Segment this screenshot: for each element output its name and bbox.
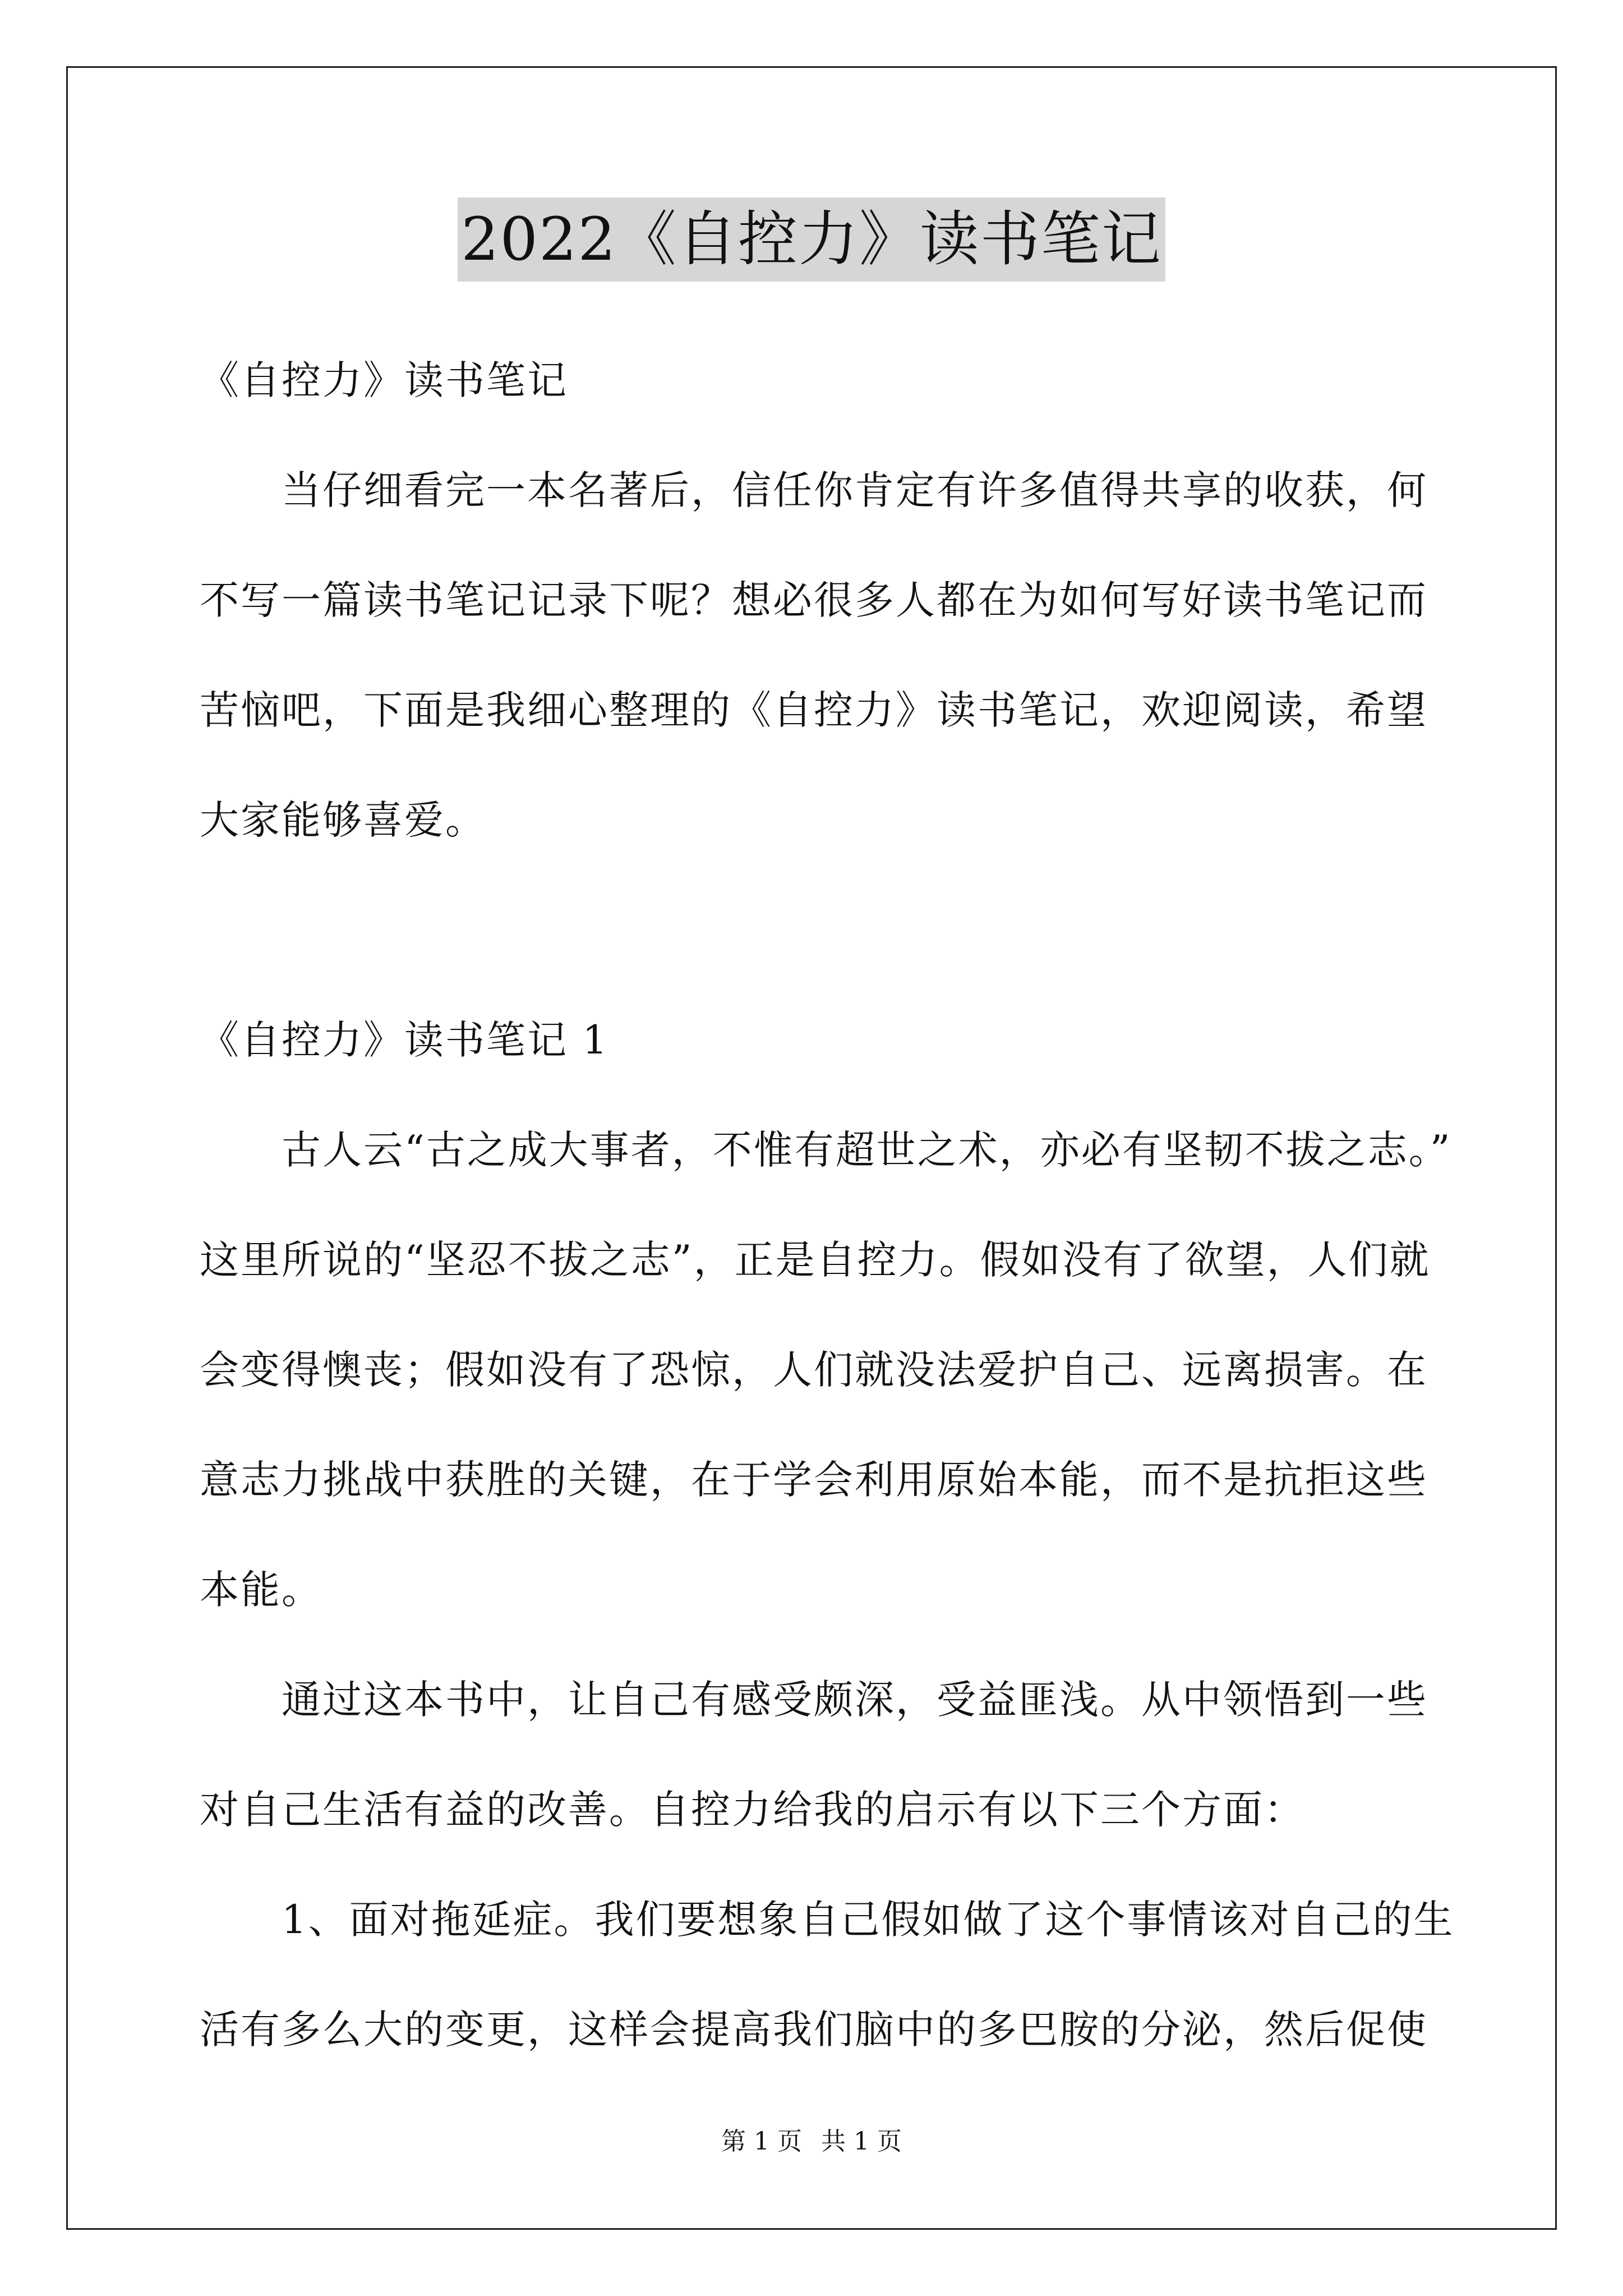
paragraph-line: 1、面对拖延症。我们要想象自己假如做了这个事情该对自己的生 (200, 1897, 1455, 1943)
paragraph-line: 不写一篇读书笔记记录下呢？想必很多人都在为如何写好读书笔记而 (200, 577, 1428, 623)
document-body (200, 335, 1455, 2095)
paragraph-line: 意志力挑战中获胜的关键，在于学会利用原始本能，而不是抗拒这些 (200, 1457, 1428, 1503)
paragraph-line: 通过这本书中，让自己有感受颇深，受益匪浅。从中领悟到一些 (200, 1677, 1428, 1723)
paragraph-line: 本能。 (200, 1567, 322, 1613)
section-heading: 《自控力》读书笔记 1 (200, 1017, 609, 1063)
paragraph-line: 对自己生活有益的改善。自控力给我的启示有以下三个方面： (200, 1787, 1305, 1833)
blank-line (200, 885, 1433, 995)
paragraph-line: 活有多么大的变更，这样会提高我们脑中的多巴胺的分泌，然后促使 (200, 2007, 1428, 2053)
page-footer (0, 2125, 1623, 2159)
title-wrap (0, 197, 1623, 282)
page-number-total: 共 1 页 (821, 2127, 902, 2156)
page-number-current: 第 1 页 (721, 2127, 802, 2156)
document-title: 2022《自控力》读书笔记 (458, 197, 1165, 282)
paragraph-line: 苦恼吧，下面是我细心整理的《自控力》读书笔记，欢迎阅读，希望 (200, 687, 1428, 733)
paragraph-line: 会变得懊丧；假如没有了恐惊，人们就没法爱护自己、远离损害。在 (200, 1347, 1428, 1393)
section-heading: 《自控力》读书笔记 (200, 357, 568, 403)
paragraph-line: 这里所说的“坚忍不拔之志”，正是自控力。假如没有了欲望，人们就 (200, 1237, 1431, 1283)
paragraph-line: 大家能够喜爱。 (200, 797, 486, 843)
paragraph-line: 古人云“古之成大事者，不惟有超世之术，亦必有坚韧不拔之志。” (200, 1127, 1452, 1173)
paragraph-line: 当仔细看完一本名著后，信任你肯定有许多值得共享的收获，何 (200, 467, 1428, 513)
